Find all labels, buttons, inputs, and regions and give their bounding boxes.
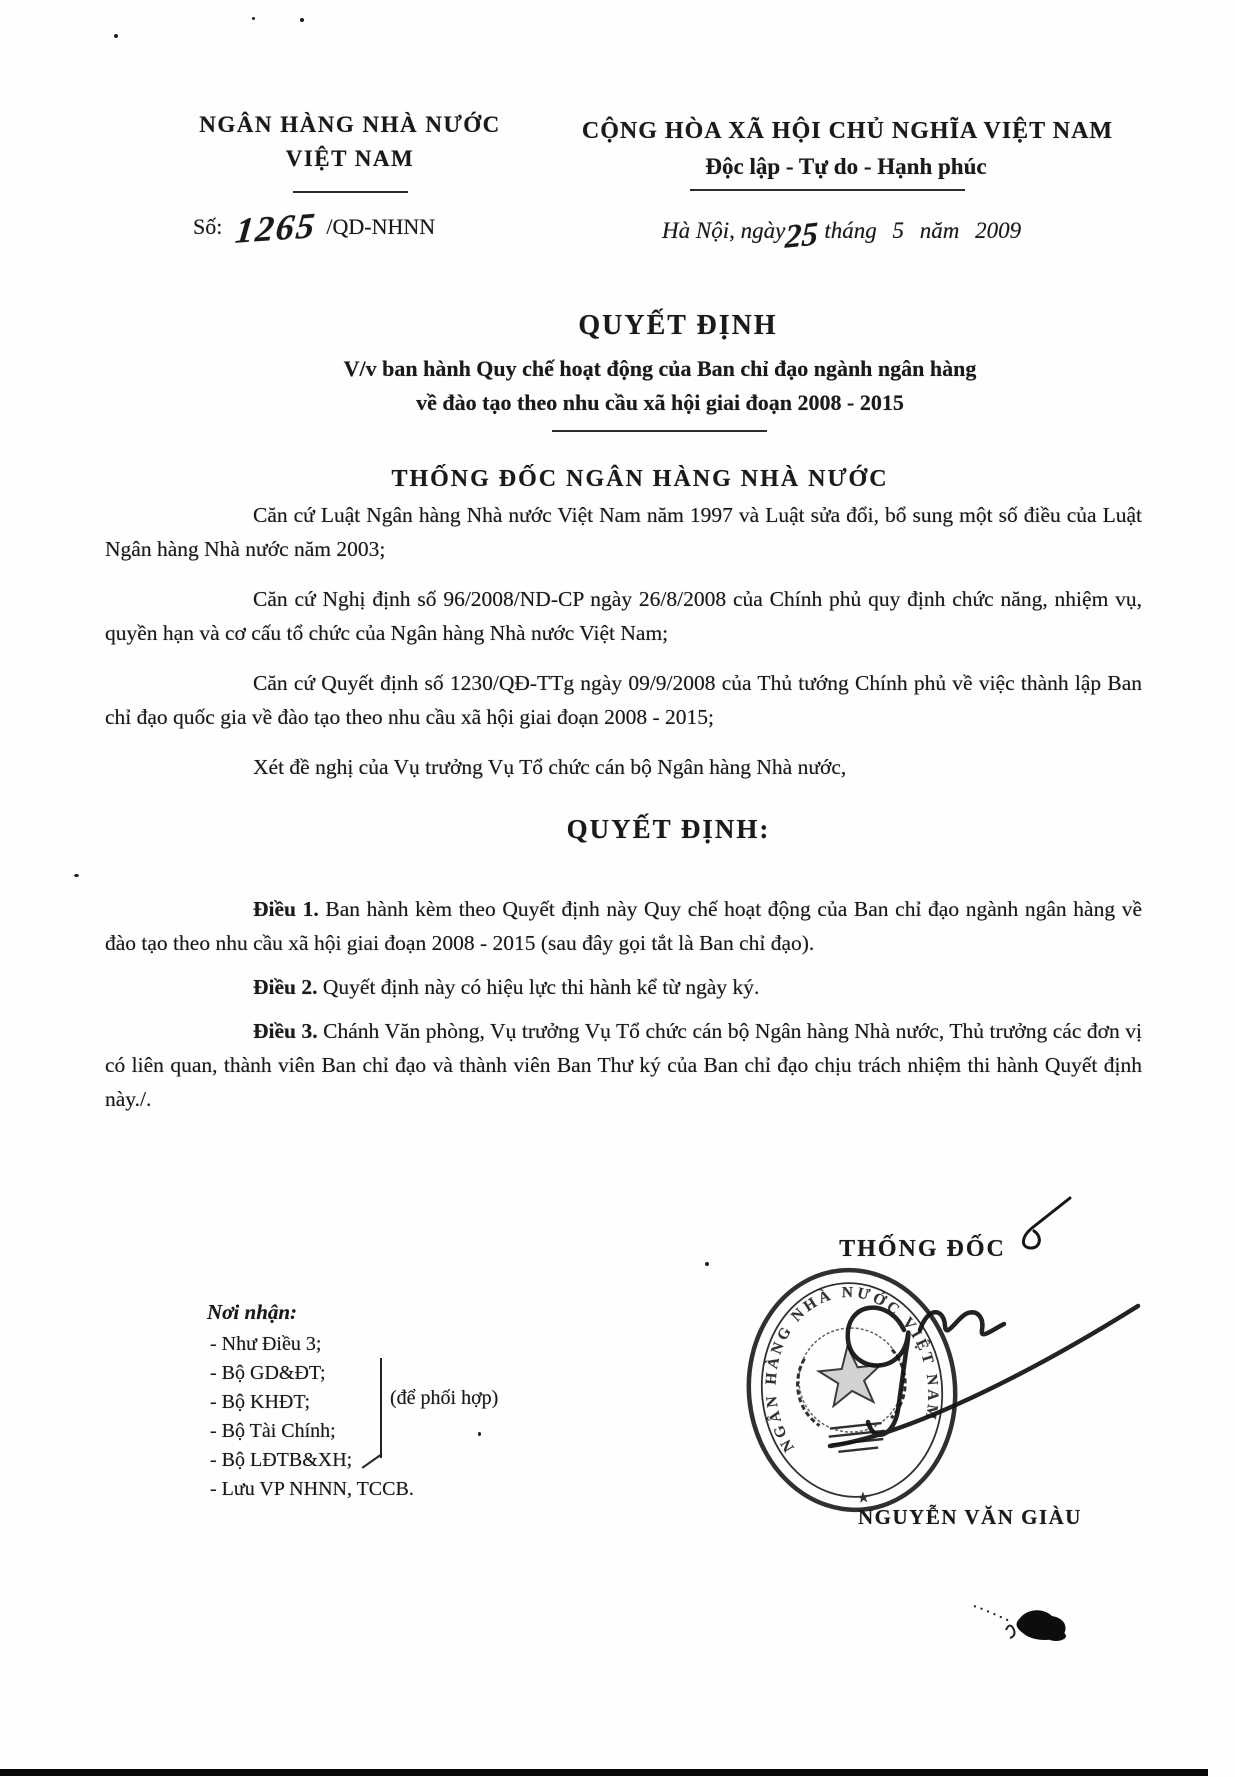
doc-number-suffix: /QD-NHNN	[326, 214, 436, 239]
recipient-item: - Lưu VP NHNN, TCCB.	[210, 1478, 414, 1500]
document-body	[105, 498, 1142, 1126]
pen-flourish	[1012, 1192, 1074, 1248]
article-2-text: Quyết định này có hiệu lực thi hành kể từ ngày ký.	[317, 975, 760, 999]
org-name-line1: NGÂN HÀNG NHÀ NƯỚC	[199, 112, 501, 137]
article-1	[105, 892, 1142, 960]
handwritten-signature	[808, 1278, 1148, 1473]
recipient-item: - Bộ LĐTB&XH;	[210, 1449, 353, 1471]
dateline-prefix: Hà Nội, ngày	[662, 218, 786, 243]
recipients-bracket	[380, 1358, 382, 1458]
decision-heading: QUYẾT ĐỊNH:	[566, 814, 771, 844]
scan-speck	[300, 18, 304, 22]
issuer-heading: THỐNG ĐỐC NGÂN HÀNG NHÀ NƯỚC	[391, 466, 889, 492]
recipients-list	[210, 1330, 470, 1504]
preamble-paragraph: Căn cứ Quyết định số 1230/QĐ-TTg ngày 09/9/2008 của Thủ tướng Chính phủ về việc thành lập Ban chỉ đạo quốc gia về đào tạo theo nhu cầu xã hội giai đoạn 2008 - 2015;	[105, 671, 1142, 729]
signer-title: THỐNG ĐỐC	[839, 1236, 1006, 1262]
document-title: QUYẾT ĐỊNH	[578, 310, 778, 341]
ink-smudge	[968, 1596, 1068, 1648]
preamble-paragraph: Căn cứ Luật Ngân hàng Nhà nước Việt Nam năm 1997 và Luật sửa đổi, bổ sung một số điều của Luật Ngân hàng Nhà nước năm 2003;	[105, 503, 1142, 561]
preamble-paragraph: Căn cứ Nghị định số 96/2008/ND-CP ngày 26/8/2008 của Chính phủ quy định chức năng, nhiệm vụ, quyền hạn và cơ cấu tổ chức của Ngân hàng Nhà nước Việt Nam;	[105, 587, 1142, 645]
recipient-item: - Như Điều 3;	[210, 1333, 322, 1355]
dateline-day-handwritten: 25	[784, 216, 819, 256]
org-rule	[293, 191, 408, 193]
preamble-paragraph: Xét đề nghị của Vụ trưởng Vụ Tổ chức cán bộ Ngân hàng Nhà nước,	[253, 755, 847, 779]
article-2	[105, 970, 1142, 1004]
article-3	[105, 1014, 1142, 1116]
article-1-label: Điều 1.	[253, 897, 319, 921]
seal-ring-text: NGÂN HÀNG NHÀ NƯỚC VIỆT NAM	[762, 1284, 942, 1455]
dateline	[662, 218, 1082, 255]
article-3-text: Chánh Văn phòng, Vụ trưởng Vụ Tổ chức cán bộ Ngân hàng Nhà nước, Thủ trưởng các đơn vị có liên quan, thành viên Ban chỉ đạo và thành viên Ban Thư ký của Ban chỉ đạo chịu trách nhiệm thi hành Quyết định này./.	[105, 1019, 1143, 1111]
motto-rule	[690, 189, 965, 191]
recipient-item: - Bộ Tài Chính;	[210, 1420, 336, 1442]
document-subject-line2: về đào tạo theo nhu cầu xã hội giai đoạn 2008 - 2015	[416, 390, 904, 415]
document-subject-line1: V/v ban hành Quy chế hoạt động của Ban chỉ đạo ngành ngân hàng	[343, 356, 977, 381]
article-2-label: Điều 2.	[253, 975, 318, 999]
signer-name: NGUYỄN VĂN GIÀU	[858, 1505, 1082, 1529]
scan-speck	[252, 17, 255, 20]
scan-speck	[74, 874, 79, 877]
recipients-label: Nơi nhận:	[207, 1300, 298, 1324]
article-3-label: Điều 3.	[253, 1019, 318, 1043]
scan-speck	[478, 1432, 481, 1436]
recipient-item: - Bộ GD&ĐT;	[210, 1362, 326, 1384]
seal-star-icon: ★	[855, 1487, 871, 1508]
coordination-note: (để phối hợp)	[390, 1387, 499, 1409]
national-motto-line1: CỘNG HÒA XÃ HỘI CHỦ NGHĨA VIỆT NAM	[581, 118, 1114, 144]
doc-number-line	[193, 205, 553, 251]
doc-number-label: Số:	[193, 214, 223, 239]
article-1-text: Ban hành kèm theo Quyết định này Quy chế hoạt động của Ban chỉ đạo ngành ngân hàng về đào tạo theo nhu cầu xã hội giai đoạn 2008 - 2015 (sau đây gọi tắt là Ban chỉ đạo).	[105, 897, 1143, 955]
national-motto-line2: Độc lập - Tự do - Hạnh phúc	[705, 154, 987, 179]
dateline-suffix: tháng 5 năm 2009	[824, 218, 1022, 243]
subject-rule	[552, 430, 767, 432]
doc-number-handwritten: 1265	[233, 205, 319, 251]
scan-speck	[705, 1262, 709, 1266]
scan-artifact-line	[0, 1769, 1208, 1776]
scan-speck	[114, 34, 118, 38]
recipient-item: - Bộ KHĐT;	[210, 1391, 310, 1413]
org-name-line2: VIỆT NAM	[285, 146, 415, 171]
